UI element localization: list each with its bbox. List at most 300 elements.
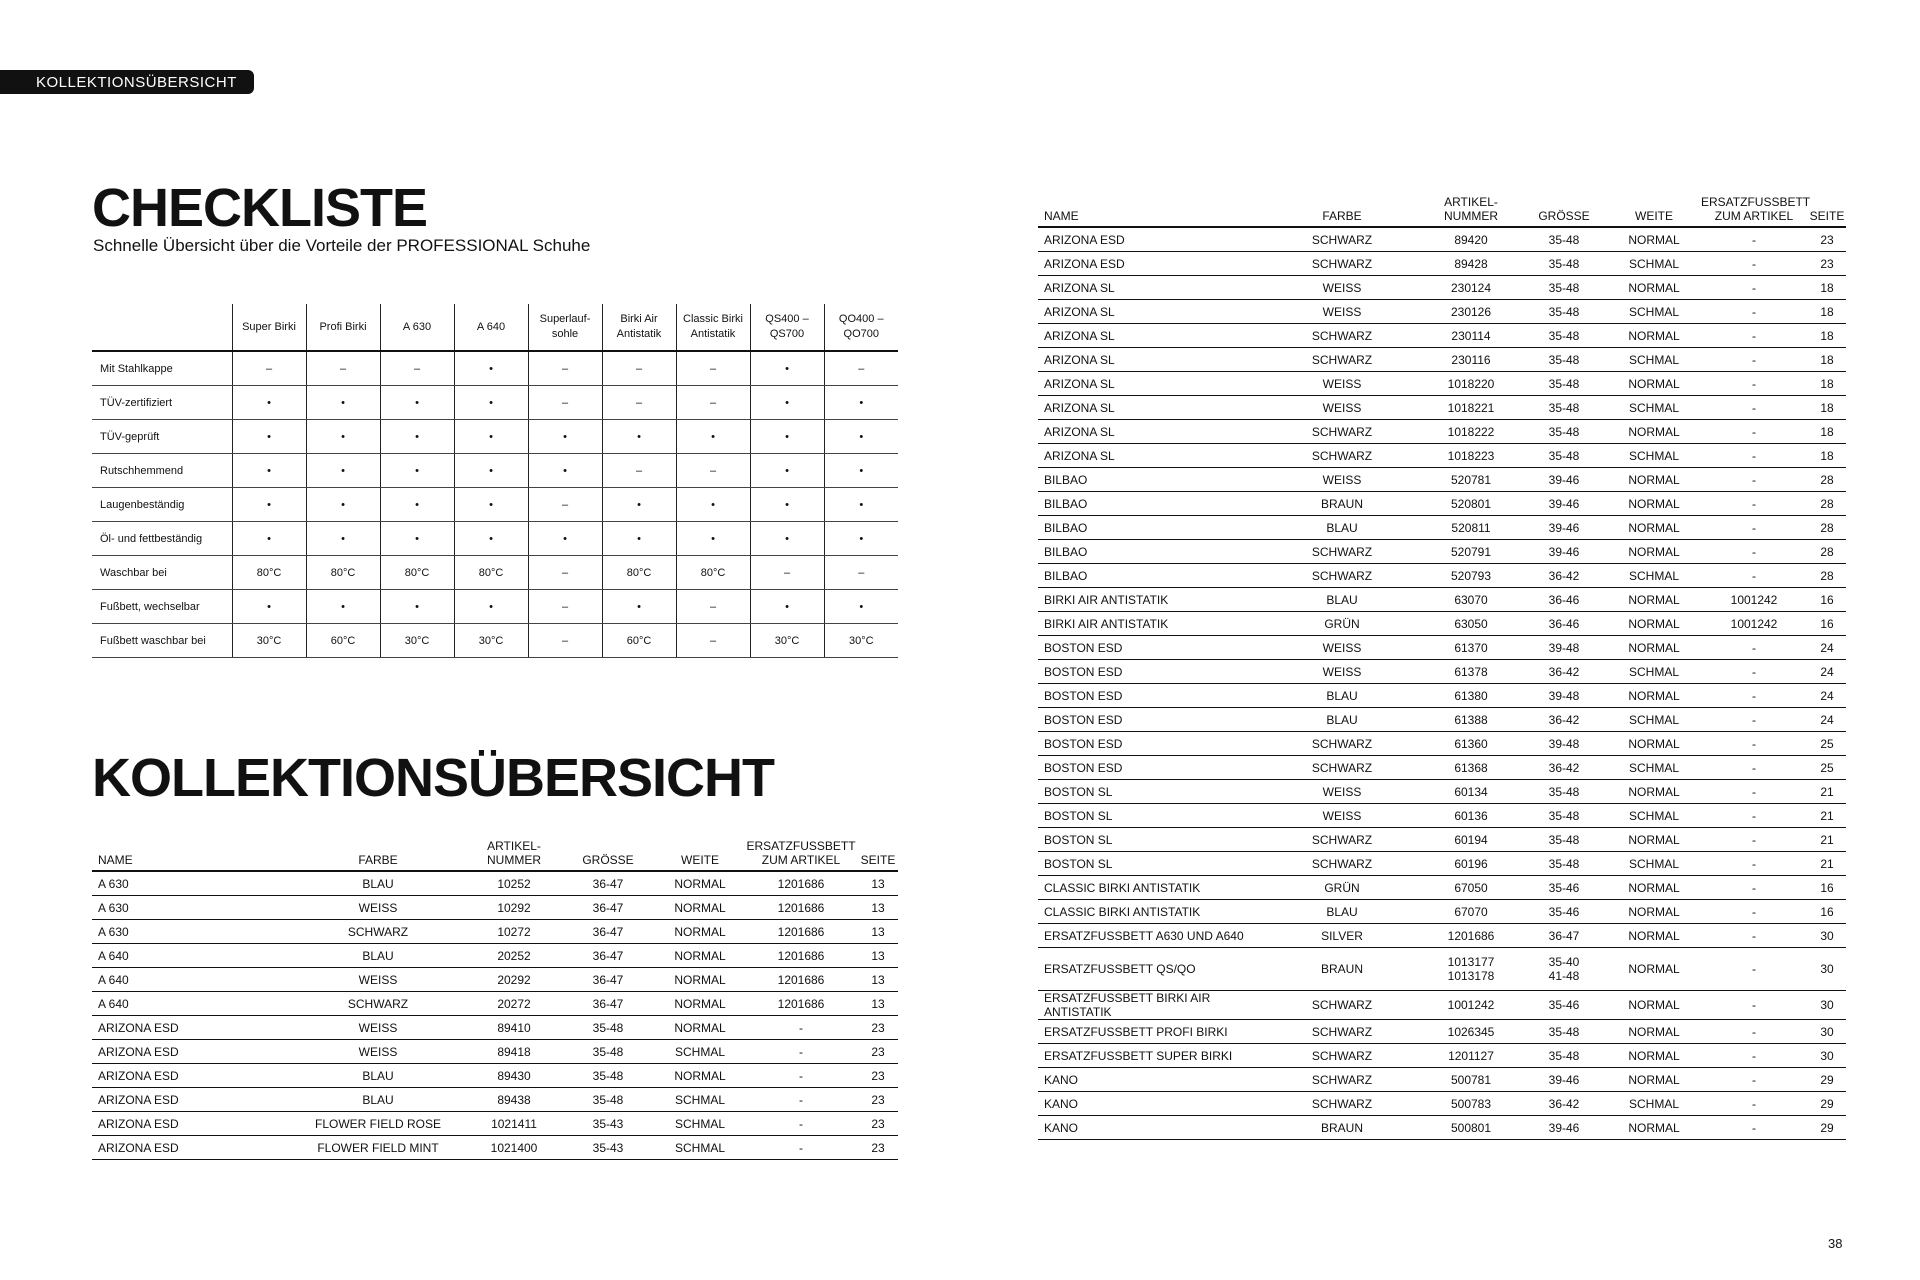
table-cell: WEISS bbox=[288, 968, 468, 992]
table-cell: SCHWARZ bbox=[1262, 227, 1422, 252]
table-cell: 36-42 bbox=[1520, 660, 1608, 684]
table-row bbox=[1038, 732, 1846, 756]
table-cell: 16 bbox=[1808, 876, 1846, 900]
table-cell: 63070 bbox=[1422, 588, 1520, 612]
table-cell: SCHWARZ bbox=[1262, 852, 1422, 876]
checklist-cell: • bbox=[676, 488, 750, 522]
collection-column-header: SEITE bbox=[1808, 186, 1846, 227]
table-cell: 60196 bbox=[1422, 852, 1520, 876]
table-row bbox=[1038, 1068, 1846, 1092]
table-cell: 36-47 bbox=[1520, 924, 1608, 948]
table-cell: WEISS bbox=[1262, 804, 1422, 828]
table-cell: 35-48 bbox=[1520, 804, 1608, 828]
table-cell: NORMAL bbox=[1608, 516, 1700, 540]
table-cell: BOSTON ESD bbox=[1038, 684, 1262, 708]
table-cell: SCHMAL bbox=[1608, 756, 1700, 780]
table-cell: SCHMAL bbox=[1608, 300, 1700, 324]
checklist-row-label: Waschbar bei bbox=[92, 556, 232, 590]
table-cell: BILBAO bbox=[1038, 540, 1262, 564]
collection-column-header: FARBE bbox=[288, 830, 468, 871]
table-cell: WEISS bbox=[288, 896, 468, 920]
checklist-cell: • bbox=[306, 522, 380, 556]
table-cell: 35-46 bbox=[1520, 876, 1608, 900]
table-cell: SCHWARZ bbox=[288, 992, 468, 1016]
table-cell: - bbox=[1700, 852, 1808, 876]
table-cell: 500801 bbox=[1422, 1116, 1520, 1140]
table-cell: 39-46 bbox=[1520, 468, 1608, 492]
table-cell: ERSATZFUSSBETT QS/QO bbox=[1038, 948, 1262, 991]
table-cell: SCHWARZ bbox=[1262, 420, 1422, 444]
table-row bbox=[1038, 660, 1846, 684]
table-cell: - bbox=[1700, 276, 1808, 300]
table-cell: NORMAL bbox=[656, 992, 744, 1016]
table-cell: 29 bbox=[1808, 1068, 1846, 1092]
collection-header-row bbox=[1038, 186, 1846, 227]
checklist-cell: – bbox=[824, 556, 898, 590]
table-row bbox=[92, 992, 898, 1016]
table-cell: BOSTON SL bbox=[1038, 780, 1262, 804]
checklist-cell: – bbox=[602, 454, 676, 488]
table-cell: NORMAL bbox=[1608, 492, 1700, 516]
checklist-cell: • bbox=[380, 590, 454, 624]
checklist-cell: – bbox=[602, 386, 676, 420]
table-cell: 35-48 bbox=[560, 1088, 656, 1112]
checklist-cell: – bbox=[824, 351, 898, 386]
table-cell: 1021400 bbox=[468, 1136, 560, 1160]
table-cell: 18 bbox=[1808, 276, 1846, 300]
table-cell: SCHWARZ bbox=[1262, 324, 1422, 348]
table-cell: 500781 bbox=[1422, 1068, 1520, 1092]
checklist-cell: • bbox=[232, 386, 306, 420]
table-cell: 35-48 bbox=[1520, 444, 1608, 468]
table-cell: SCHMAL bbox=[1608, 444, 1700, 468]
checklist-corner-cell bbox=[92, 304, 232, 351]
table-cell: FLOWER FIELD ROSE bbox=[288, 1112, 468, 1136]
table-row bbox=[1038, 348, 1846, 372]
table-cell: ARIZONA SL bbox=[1038, 444, 1262, 468]
table-cell: CLASSIC BIRKI ANTISTATIK bbox=[1038, 876, 1262, 900]
table-cell: 23 bbox=[858, 1136, 898, 1160]
table-cell: BOSTON SL bbox=[1038, 804, 1262, 828]
table-cell: BILBAO bbox=[1038, 516, 1262, 540]
table-cell: 35-48 bbox=[1520, 1044, 1608, 1068]
checklist-cell: • bbox=[602, 522, 676, 556]
table-cell: 230124 bbox=[1422, 276, 1520, 300]
table-cell: ARIZONA ESD bbox=[92, 1064, 288, 1088]
table-cell: NORMAL bbox=[1608, 227, 1700, 252]
table-cell: - bbox=[744, 1088, 858, 1112]
table-cell: 18 bbox=[1808, 420, 1846, 444]
table-cell: SCHMAL bbox=[1608, 708, 1700, 732]
table-cell: 13 bbox=[858, 896, 898, 920]
collection-column-header: SEITE bbox=[858, 830, 898, 871]
table-cell: NORMAL bbox=[1608, 372, 1700, 396]
table-cell: WEISS bbox=[1262, 468, 1422, 492]
table-cell: - bbox=[1700, 900, 1808, 924]
table-cell: 39-46 bbox=[1520, 1068, 1608, 1092]
checklist-cell: – bbox=[528, 351, 602, 386]
table-cell: A 630 bbox=[92, 871, 288, 896]
table-cell: BILBAO bbox=[1038, 564, 1262, 588]
table-cell: SCHWARZ bbox=[1262, 252, 1422, 276]
checklist-cell: • bbox=[380, 488, 454, 522]
table-cell: 1201686 bbox=[744, 992, 858, 1016]
table-cell: NORMAL bbox=[1608, 276, 1700, 300]
table-cell: - bbox=[1700, 756, 1808, 780]
checklist-cell: • bbox=[306, 454, 380, 488]
table-cell: 1001242 bbox=[1422, 991, 1520, 1020]
table-cell: NORMAL bbox=[656, 920, 744, 944]
table-cell: BLAU bbox=[1262, 588, 1422, 612]
table-cell: NORMAL bbox=[1608, 1068, 1700, 1092]
collection-title: KOLLEKTIONSÜBERSICHT bbox=[92, 748, 774, 808]
collection-column-header: ARTIKEL- NUMMER bbox=[468, 830, 560, 871]
table-cell: SCHMAL bbox=[1608, 1092, 1700, 1116]
table-cell: - bbox=[1700, 948, 1808, 991]
table-cell: - bbox=[1700, 468, 1808, 492]
table-row bbox=[1038, 516, 1846, 540]
table-cell: NORMAL bbox=[1608, 324, 1700, 348]
collection-column-header: FARBE bbox=[1262, 186, 1422, 227]
table-cell: NORMAL bbox=[1608, 540, 1700, 564]
table-cell: ARIZONA SL bbox=[1038, 324, 1262, 348]
table-cell: ARIZONA ESD bbox=[92, 1016, 288, 1040]
table-cell: 35-48 bbox=[1520, 324, 1608, 348]
table-cell: 13 bbox=[858, 992, 898, 1016]
table-cell: BILBAO bbox=[1038, 468, 1262, 492]
collection-table-left bbox=[92, 830, 898, 1160]
table-cell: 23 bbox=[858, 1064, 898, 1088]
checklist-cell: 30°C bbox=[750, 624, 824, 658]
table-cell: SCHMAL bbox=[1608, 804, 1700, 828]
table-cell: 61378 bbox=[1422, 660, 1520, 684]
checklist-cell: – bbox=[232, 351, 306, 386]
table-cell: WEISS bbox=[288, 1016, 468, 1040]
table-cell: WEISS bbox=[1262, 636, 1422, 660]
table-cell: WEISS bbox=[1262, 660, 1422, 684]
table-cell: NORMAL bbox=[1608, 876, 1700, 900]
table-row bbox=[1038, 420, 1846, 444]
table-cell: NORMAL bbox=[656, 968, 744, 992]
table-cell: SCHMAL bbox=[1608, 252, 1700, 276]
table-cell: 61380 bbox=[1422, 684, 1520, 708]
table-cell: 39-46 bbox=[1520, 540, 1608, 564]
table-cell: ARIZONA ESD bbox=[1038, 252, 1262, 276]
table-cell: ARIZONA ESD bbox=[92, 1136, 288, 1160]
table-cell: 39-46 bbox=[1520, 1116, 1608, 1140]
table-cell: - bbox=[1700, 780, 1808, 804]
checklist-cell: • bbox=[306, 488, 380, 522]
table-cell: - bbox=[744, 1064, 858, 1088]
table-row bbox=[1038, 756, 1846, 780]
table-cell: 35-48 bbox=[1520, 276, 1608, 300]
table-cell: 89418 bbox=[468, 1040, 560, 1064]
table-row bbox=[1038, 828, 1846, 852]
checklist-row-label: Öl- und fettbeständig bbox=[92, 522, 232, 556]
table-row bbox=[1038, 1092, 1846, 1116]
table-cell: 36-42 bbox=[1520, 756, 1608, 780]
table-cell: 1201686 bbox=[744, 871, 858, 896]
checklist-header-row bbox=[92, 304, 898, 351]
table-row bbox=[1038, 1044, 1846, 1068]
table-cell: - bbox=[1700, 492, 1808, 516]
table-cell: 28 bbox=[1808, 468, 1846, 492]
table-cell: 18 bbox=[1808, 444, 1846, 468]
table-cell: 89410 bbox=[468, 1016, 560, 1040]
table-cell: 39-46 bbox=[1520, 516, 1608, 540]
table-cell: SCHMAL bbox=[656, 1112, 744, 1136]
table-cell: 1201686 bbox=[744, 944, 858, 968]
checklist-cell: 80°C bbox=[676, 556, 750, 590]
checklist-cell: • bbox=[306, 386, 380, 420]
table-row bbox=[1038, 227, 1846, 252]
table-cell: 520781 bbox=[1422, 468, 1520, 492]
table-cell: 35-48 bbox=[1520, 420, 1608, 444]
table-cell: 16 bbox=[1808, 612, 1846, 636]
table-cell: 35-48 bbox=[1520, 252, 1608, 276]
checklist-cell: • bbox=[232, 488, 306, 522]
checklist-row bbox=[92, 488, 898, 522]
table-cell: NORMAL bbox=[1608, 924, 1700, 948]
checklist-cell: • bbox=[824, 488, 898, 522]
table-row bbox=[92, 1040, 898, 1064]
checklist-cell: 80°C bbox=[454, 556, 528, 590]
table-cell: 35-48 bbox=[560, 1064, 656, 1088]
table-cell: - bbox=[1700, 420, 1808, 444]
table-cell: 13 bbox=[858, 920, 898, 944]
table-row bbox=[92, 1088, 898, 1112]
table-cell: CLASSIC BIRKI ANTISTATIK bbox=[1038, 900, 1262, 924]
table-cell: GRÜN bbox=[1262, 612, 1422, 636]
table-cell: NORMAL bbox=[656, 896, 744, 920]
table-cell: 35-43 bbox=[560, 1112, 656, 1136]
table-cell: 25 bbox=[1808, 756, 1846, 780]
table-cell: NORMAL bbox=[1608, 828, 1700, 852]
table-cell: 25 bbox=[1808, 732, 1846, 756]
checklist-cell: • bbox=[380, 454, 454, 488]
table-cell: 28 bbox=[1808, 492, 1846, 516]
checklist-cell: 60°C bbox=[306, 624, 380, 658]
table-cell: - bbox=[1700, 660, 1808, 684]
table-cell: - bbox=[1700, 684, 1808, 708]
table-cell: 63050 bbox=[1422, 612, 1520, 636]
table-row bbox=[1038, 636, 1846, 660]
collection-table-right bbox=[1038, 186, 1846, 1140]
table-cell: WEISS bbox=[1262, 780, 1422, 804]
table-cell: ARIZONA ESD bbox=[92, 1040, 288, 1064]
table-row bbox=[1038, 372, 1846, 396]
table-cell: ERSATZFUSSBETT BIRKI AIR ANTISTATIK bbox=[1038, 991, 1262, 1020]
table-cell: 21 bbox=[1808, 852, 1846, 876]
checklist-cell: • bbox=[750, 454, 824, 488]
table-cell: 23 bbox=[858, 1088, 898, 1112]
table-cell: 30 bbox=[1808, 1020, 1846, 1044]
table-cell: GRÜN bbox=[1262, 876, 1422, 900]
table-row bbox=[92, 1112, 898, 1136]
table-cell: 28 bbox=[1808, 516, 1846, 540]
table-cell: NORMAL bbox=[1608, 1116, 1700, 1140]
table-cell: 36-47 bbox=[560, 944, 656, 968]
checklist-cell: • bbox=[824, 386, 898, 420]
table-cell: A 630 bbox=[92, 920, 288, 944]
table-cell: 36-42 bbox=[1520, 1092, 1608, 1116]
table-cell: 520801 bbox=[1422, 492, 1520, 516]
table-cell: - bbox=[1700, 324, 1808, 348]
checklist-cell: • bbox=[824, 590, 898, 624]
table-cell: 1018221 bbox=[1422, 396, 1520, 420]
table-cell: SILVER bbox=[1262, 924, 1422, 948]
table-cell: - bbox=[1700, 1044, 1808, 1068]
table-cell: 35-48 bbox=[1520, 348, 1608, 372]
table-row bbox=[1038, 276, 1846, 300]
table-row bbox=[1038, 1020, 1846, 1044]
table-cell: ARIZONA ESD bbox=[1038, 227, 1262, 252]
checklist-cell: • bbox=[232, 522, 306, 556]
table-cell: BLAU bbox=[1262, 900, 1422, 924]
table-cell: ARIZONA SL bbox=[1038, 300, 1262, 324]
table-row bbox=[1038, 876, 1846, 900]
table-cell: SCHMAL bbox=[656, 1136, 744, 1160]
table-cell: 1021411 bbox=[468, 1112, 560, 1136]
table-cell: WEISS bbox=[1262, 300, 1422, 324]
checklist-cell: 80°C bbox=[380, 556, 454, 590]
checklist-column-header: Profi Birki bbox=[306, 304, 380, 351]
checklist-cell: – bbox=[528, 556, 602, 590]
table-cell: 29 bbox=[1808, 1116, 1846, 1140]
table-cell: 20292 bbox=[468, 968, 560, 992]
table-cell: 10252 bbox=[468, 871, 560, 896]
checklist-title: CHECKLISTE bbox=[92, 178, 428, 238]
table-row bbox=[1038, 300, 1846, 324]
table-cell: - bbox=[1700, 564, 1808, 588]
checklist-row-label: Fußbett, wechselbar bbox=[92, 590, 232, 624]
checklist-row bbox=[92, 386, 898, 420]
collection-header-row bbox=[92, 830, 898, 871]
table-cell: 35-46 bbox=[1520, 900, 1608, 924]
table-cell: NORMAL bbox=[1608, 1020, 1700, 1044]
table-row bbox=[1038, 444, 1846, 468]
table-cell: - bbox=[744, 1016, 858, 1040]
checklist-cell: • bbox=[232, 590, 306, 624]
table-cell: 89420 bbox=[1422, 227, 1520, 252]
table-cell: BOSTON ESD bbox=[1038, 732, 1262, 756]
table-cell: 1201686 bbox=[744, 968, 858, 992]
checklist-cell: – bbox=[528, 488, 602, 522]
checklist-cell: • bbox=[676, 522, 750, 556]
checklist-cell: – bbox=[676, 454, 750, 488]
table-cell: - bbox=[1700, 804, 1808, 828]
table-cell: 20272 bbox=[468, 992, 560, 1016]
table-cell: 18 bbox=[1808, 324, 1846, 348]
table-cell: FLOWER FIELD MINT bbox=[288, 1136, 468, 1160]
table-cell: 39-48 bbox=[1520, 732, 1608, 756]
table-cell: - bbox=[1700, 396, 1808, 420]
checklist-row-label: Laugenbeständig bbox=[92, 488, 232, 522]
table-cell: 61370 bbox=[1422, 636, 1520, 660]
table-cell: 13 bbox=[858, 968, 898, 992]
table-cell: 36-47 bbox=[560, 896, 656, 920]
table-row bbox=[1038, 684, 1846, 708]
checklist-column-header: QO400 – QO700 bbox=[824, 304, 898, 351]
table-cell: 35-48 bbox=[1520, 300, 1608, 324]
table-cell: SCHMAL bbox=[1608, 564, 1700, 588]
checklist-cell: 30°C bbox=[380, 624, 454, 658]
checklist-cell: • bbox=[528, 522, 602, 556]
table-cell: 35-48 bbox=[1520, 396, 1608, 420]
table-cell: 16 bbox=[1808, 900, 1846, 924]
table-cell: NORMAL bbox=[656, 1016, 744, 1040]
table-cell: NORMAL bbox=[656, 944, 744, 968]
table-cell: NORMAL bbox=[656, 1064, 744, 1088]
table-cell: ARIZONA SL bbox=[1038, 396, 1262, 420]
table-cell: 230126 bbox=[1422, 300, 1520, 324]
table-cell: NORMAL bbox=[1608, 780, 1700, 804]
table-cell: BLAU bbox=[288, 1088, 468, 1112]
table-cell: 520791 bbox=[1422, 540, 1520, 564]
table-cell: 35-48 bbox=[1520, 227, 1608, 252]
table-cell: 520793 bbox=[1422, 564, 1520, 588]
table-cell: A 640 bbox=[92, 944, 288, 968]
table-cell: 60136 bbox=[1422, 804, 1520, 828]
checklist-cell: – bbox=[528, 624, 602, 658]
table-cell: 24 bbox=[1808, 708, 1846, 732]
table-cell: 21 bbox=[1808, 780, 1846, 804]
collection-column-header: NAME bbox=[92, 830, 288, 871]
table-cell: 520811 bbox=[1422, 516, 1520, 540]
table-cell: 1018220 bbox=[1422, 372, 1520, 396]
checklist-row bbox=[92, 624, 898, 658]
checklist-cell: • bbox=[824, 522, 898, 556]
table-row bbox=[1038, 468, 1846, 492]
checklist-column-header: Classic Birki Antistatik bbox=[676, 304, 750, 351]
table-cell: - bbox=[1700, 348, 1808, 372]
table-row bbox=[92, 1136, 898, 1160]
table-cell: 89430 bbox=[468, 1064, 560, 1088]
checklist-row-label: TÜV-zertifiziert bbox=[92, 386, 232, 420]
table-cell: A 630 bbox=[92, 896, 288, 920]
table-cell: 1018223 bbox=[1422, 444, 1520, 468]
checklist-column-header: Superlauf- sohle bbox=[528, 304, 602, 351]
table-cell: - bbox=[1700, 372, 1808, 396]
table-cell: 35-43 bbox=[560, 1136, 656, 1160]
table-row bbox=[92, 871, 898, 896]
table-cell: - bbox=[1700, 300, 1808, 324]
table-cell: BRAUN bbox=[1262, 492, 1422, 516]
table-cell: 230116 bbox=[1422, 348, 1520, 372]
checklist-cell: • bbox=[454, 351, 528, 386]
table-cell: 18 bbox=[1808, 396, 1846, 420]
checklist-cell: • bbox=[454, 590, 528, 624]
table-cell: 89438 bbox=[468, 1088, 560, 1112]
collection-column-header: WEITE bbox=[656, 830, 744, 871]
checklist-row-label: Fußbett waschbar bei bbox=[92, 624, 232, 658]
checklist-cell: • bbox=[750, 522, 824, 556]
checklist-cell: • bbox=[454, 386, 528, 420]
checklist-cell: 30°C bbox=[232, 624, 306, 658]
table-cell: 20252 bbox=[468, 944, 560, 968]
checklist-cell: • bbox=[824, 420, 898, 454]
table-cell: - bbox=[1700, 516, 1808, 540]
table-cell: 1201686 bbox=[744, 920, 858, 944]
table-cell: NORMAL bbox=[1608, 468, 1700, 492]
table-cell: 61368 bbox=[1422, 756, 1520, 780]
table-cell: 35-48 bbox=[1520, 372, 1608, 396]
checklist-cell: • bbox=[306, 420, 380, 454]
table-row bbox=[1038, 924, 1846, 948]
table-cell: SCHWARZ bbox=[1262, 1068, 1422, 1092]
table-row bbox=[1038, 564, 1846, 588]
table-row bbox=[92, 1064, 898, 1088]
